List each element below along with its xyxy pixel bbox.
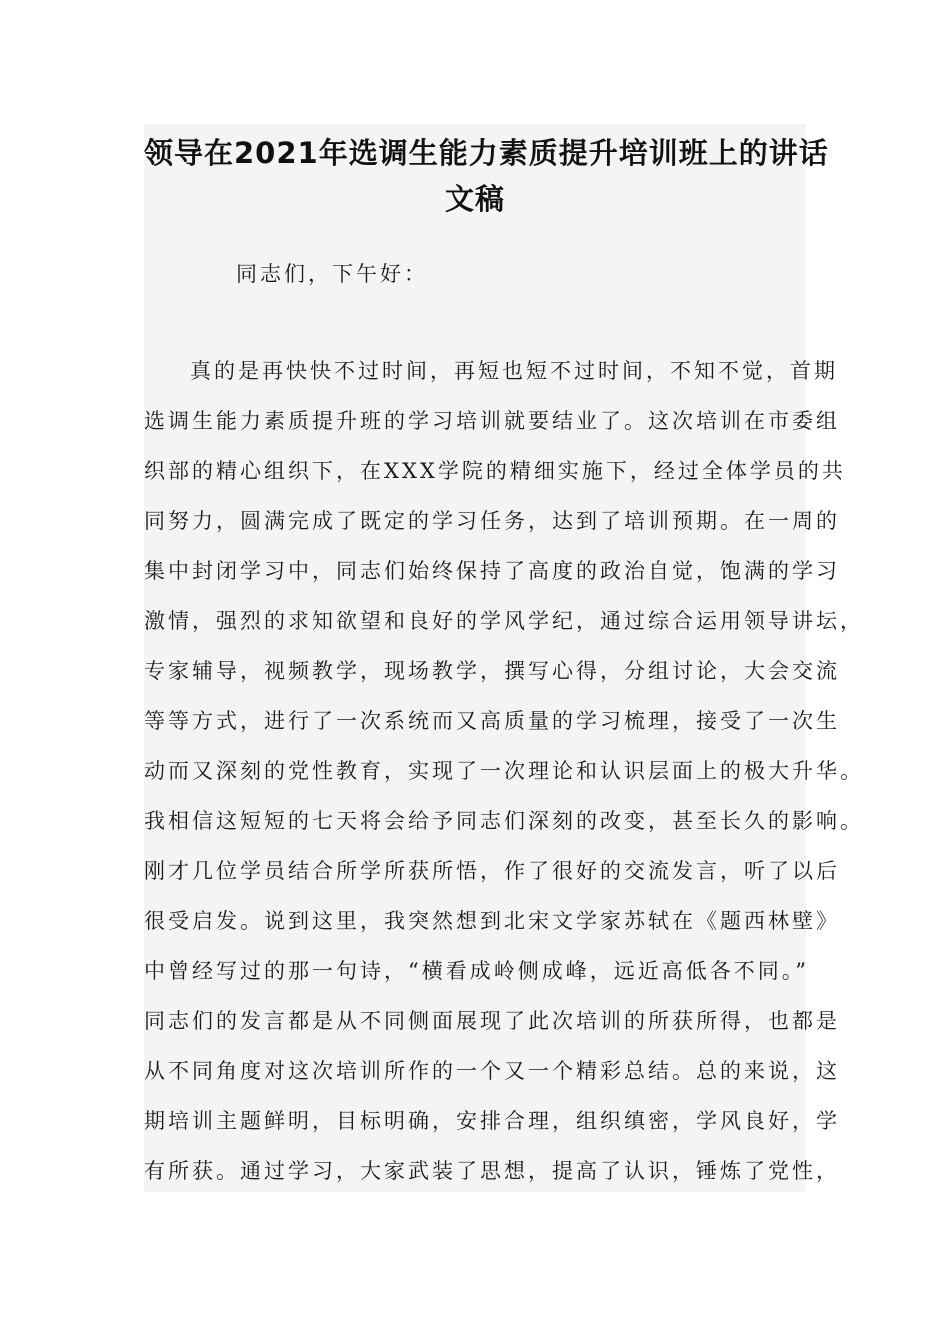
greeting: 同志们，下午好： <box>236 262 428 286</box>
body-line: 动而又深刻的党性教育，实现了一次理论和认识层面上的极大升华。 <box>144 759 864 783</box>
body-line: 织部的精心组织下，在XXX学院的精细实施下，经过全体学员的共 <box>144 459 846 483</box>
body-line: 从不同角度对这次培训所作的一个又一个精彩总结。总的来说，这 <box>144 1059 840 1083</box>
title-line: 领导在2021年选调生能力素质提升培训班上的讲话 <box>144 136 829 170</box>
body-line: 激情，强烈的求知欲望和良好的学风学纪，通过综合运用领导讲坛， <box>144 609 864 633</box>
body-line: 我相信这短短的七天将会给予同志们深刻的改变，甚至长久的影响。 <box>144 809 864 833</box>
body-line: 专家辅导，视频教学，现场教学，撰写心得，分组讨论，大会交流 <box>144 659 840 683</box>
body-line: 很受启发。说到这里，我突然想到北宋文学家苏轼在《题西林壁》 <box>144 909 840 933</box>
body-line: 选调生能力素质提升班的学习培训就要结业了。这次培训在市委组 <box>144 409 840 433</box>
body-line: 同志们的发言都是从不同侧面展现了此次培训的所获所得，也都是 <box>144 1009 840 1033</box>
body-text <box>144 355 864 1205</box>
body-line: 期培训主题鲜明，目标明确，安排合理，组织缜密，学风良好，学 <box>144 1109 840 1133</box>
body-line: 有所获。通过学习，大家武装了思想，提高了认识，锤炼了党性， <box>144 1159 840 1183</box>
body-line: 集中封闭学习中，同志们始终保持了高度的政治自觉，饱满的学习 <box>144 559 840 583</box>
body-line: 等等方式，进行了一次系统而又高质量的学习梳理，接受了一次生 <box>144 709 840 733</box>
document-title <box>144 130 829 222</box>
title-line: 文稿 <box>444 182 505 216</box>
body-line: 中曾经写过的那一句诗，“横看成岭侧成峰，远近高低各不同。” <box>144 959 809 983</box>
body-line: 刚才几位学员结合所学所获所悟，作了很好的交流发言，听了以后 <box>144 859 840 883</box>
body-line: 真的是再快快不过时间，再短也短不过时间，不知不觉，首期 <box>190 359 838 383</box>
body-line: 同努力，圆满完成了既定的学习任务，达到了培训预期。在一周的 <box>144 509 840 533</box>
